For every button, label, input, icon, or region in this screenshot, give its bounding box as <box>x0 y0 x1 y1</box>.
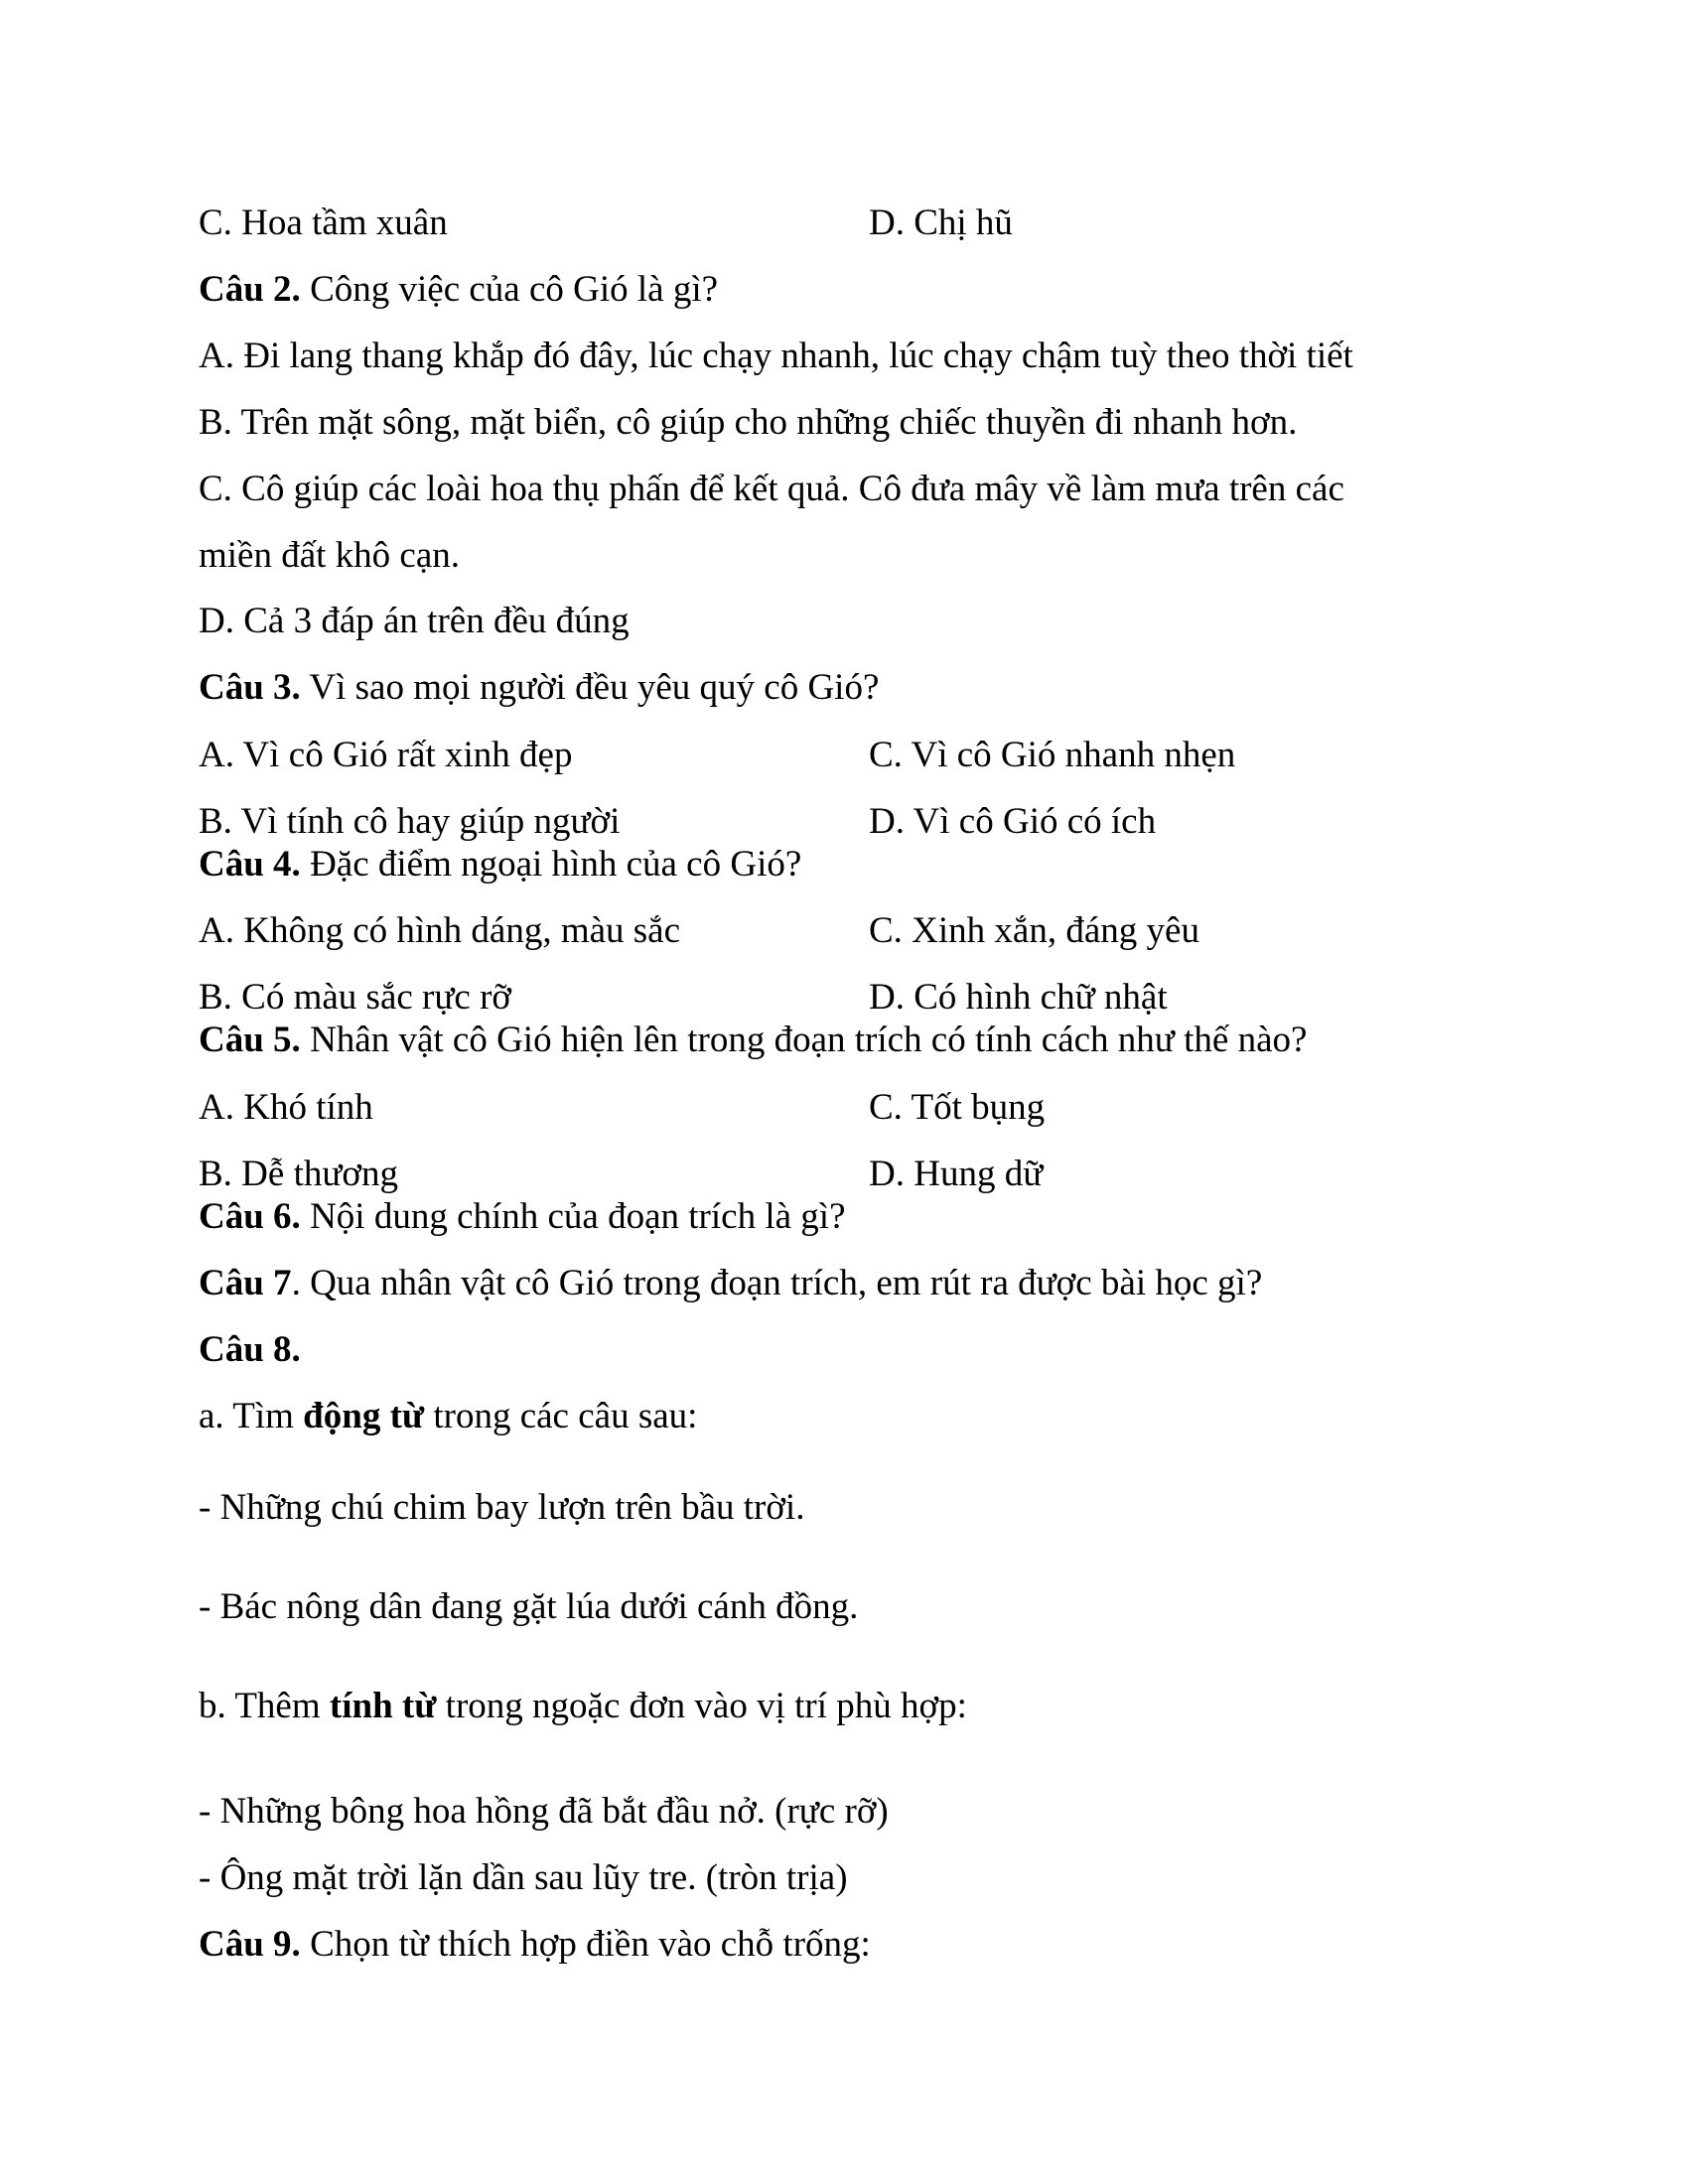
question-label: Câu 7 <box>199 1263 292 1303</box>
part-b-prefix: b. Thêm <box>199 1686 330 1726</box>
q3-option-b: B. Vì tính cô hay giúp người <box>199 801 621 842</box>
part-b-suffix: trong ngoặc đơn vào vị trí phù hợp: <box>436 1686 967 1726</box>
part-a-keyword: động từ <box>303 1396 425 1436</box>
question-text: Nội dung chính của đoạn trích là gì? <box>300 1196 846 1237</box>
question-text: Chọn từ thích hợp điền vào chỗ trống: <box>300 1924 871 1965</box>
question-text: Đặc điểm ngoại hình của cô Gió? <box>300 844 802 885</box>
question-label: Câu 5. <box>199 1020 301 1060</box>
question-label: Câu 3. <box>199 667 301 708</box>
q1-option-c: C. Hoa tầm xuân <box>199 203 448 243</box>
q8-sentence-1: - Những chú chim bay lượn trên bầu trời. <box>199 1487 805 1528</box>
question-label: Câu 2. <box>199 269 301 310</box>
q8-part-b <box>199 1688 967 1724</box>
q4-option-d: D. Có hình chữ nhật <box>869 977 1168 1018</box>
question-6 <box>199 1198 846 1235</box>
part-a-prefix: a. Tìm <box>199 1396 304 1436</box>
part-a-suffix: trong các câu sau: <box>424 1396 698 1436</box>
question-8 <box>199 1331 301 1368</box>
question-4 <box>199 846 801 883</box>
q5-option-a: A. Khó tính <box>199 1087 373 1128</box>
question-label: Câu 6. <box>199 1196 301 1237</box>
q5-option-d: D. Hung dữ <box>869 1154 1044 1194</box>
q5-option-c: C. Tốt bụng <box>869 1087 1046 1128</box>
q8-sentence-4: - Ông mặt trời lặn dần sau lũy tre. (tròn trịa) <box>199 1857 848 1898</box>
q4-option-b: B. Có màu sắc rực rỡ <box>199 977 511 1018</box>
q2-option-b: B. Trên mặt sông, mặt biển, cô giúp cho những chiếc thuyền đi nhanh hơn. <box>199 402 1298 443</box>
q2-option-c-line2: miền đất khô cạn. <box>199 535 461 576</box>
question-2 <box>199 271 718 308</box>
question-9 <box>199 1926 871 1963</box>
q3-option-d: D. Vì cô Gió có ích <box>869 801 1157 842</box>
question-text: . Qua nhân vật cô Gió trong đoạn trích, em rút ra được bài học gì? <box>291 1263 1263 1303</box>
q4-option-a: A. Không có hình dáng, màu sắc <box>199 910 681 951</box>
question-text: Vì sao mọi người đều yêu quý cô Gió? <box>300 667 880 708</box>
q8-sentence-2: - Bác nông dân đang gặt lúa dưới cánh đồng. <box>199 1586 859 1627</box>
question-text: Nhân vật cô Gió hiện lên trong đoạn trích có tính cách như thế nào? <box>300 1020 1308 1060</box>
q3-option-c: C. Vì cô Gió nhanh nhẹn <box>869 735 1236 775</box>
part-b-keyword: tính từ <box>329 1686 437 1726</box>
q8-part-a <box>199 1398 697 1434</box>
q3-option-a: A. Vì cô Gió rất xinh đẹp <box>199 735 573 775</box>
q8-sentence-3: - Những bông hoa hồng đã bắt đầu nở. (rực rỡ) <box>199 1791 889 1832</box>
q2-option-c-line1: C. Cô giúp các loài hoa thụ phấn để kết quả. Cô đưa mây về làm mưa trên các <box>199 469 1344 509</box>
q2-option-d: D. Cả 3 đáp án trên đều đúng <box>199 601 630 641</box>
q2-option-a: A. Đi lang thang khắp đó đây, lúc chạy nhanh, lúc chạy chậm tuỳ theo thời tiết <box>199 336 1353 376</box>
q1-option-d: D. Chị hũ <box>869 203 1013 243</box>
question-5 <box>199 1022 1307 1058</box>
question-text: Công việc của cô Gió là gì? <box>300 269 719 310</box>
q5-option-b: B. Dễ thương <box>199 1154 398 1194</box>
question-label: Câu 4. <box>199 844 301 885</box>
question-label: Câu 8. <box>199 1329 301 1370</box>
question-3 <box>199 669 879 706</box>
question-label: Câu 9. <box>199 1924 301 1965</box>
question-7 <box>199 1265 1262 1301</box>
q4-option-c: C. Xinh xắn, đáng yêu <box>869 910 1199 951</box>
